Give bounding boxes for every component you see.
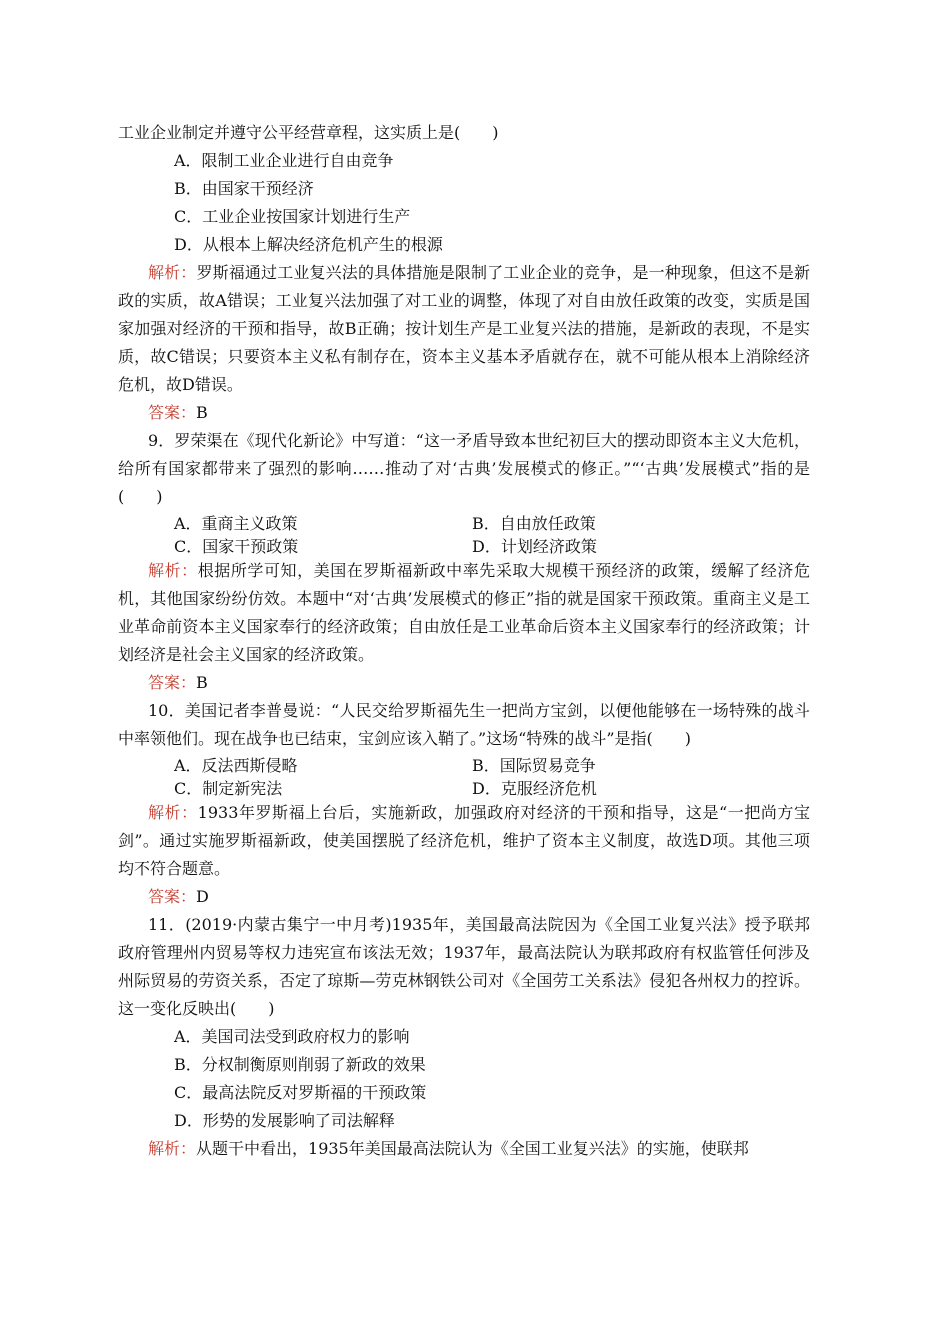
q10-option-d: D．克服经济危机	[472, 779, 597, 798]
q10-option-c: C．制定新宪法	[174, 779, 283, 798]
q10-stem: 10．美国记者李普曼说：“人民交给罗斯福先生一把尚方宝剑，以便他能够在一场特殊的战斗中率领他们。现在战争也已结束，宝剑应该入鞘了。”这场“特殊的战斗”是指( )	[118, 701, 810, 748]
q8-option-a: A．限制工业企业进行自由竞争	[174, 151, 394, 170]
q9-answer-value: B	[196, 673, 208, 692]
answer-label: 答案：	[148, 403, 197, 422]
q9-option-b: B．自由放任政策	[472, 514, 596, 533]
document-body	[118, 119, 810, 1163]
q10-analysis	[118, 799, 810, 883]
q9-option-d: D．计划经济政策	[472, 537, 597, 556]
q9-options-row-2	[118, 534, 810, 557]
analysis-label: 解析：	[148, 561, 198, 580]
q10-answer	[118, 883, 810, 911]
q9-option-a: A．重商主义政策	[174, 514, 298, 533]
q9-answer	[118, 669, 810, 697]
q11-option-c: C．最高法院反对罗斯福的干预政策	[174, 1083, 427, 1102]
q10-option-a: A．反法西斯侵略	[174, 756, 298, 775]
analysis-label: 解析：	[148, 263, 197, 282]
q9-analysis-text: 根据所学可知，美国在罗斯福新政中率先采取大规模干预经济的政策，缓解了经济危机，其他国家纷纷仿效。本题中“对‘古典’发展模式的修正”指的就是国家干预政策。重商主义是工业革命前资本主义国家奉行的经济政策；自由放任是工业革命后资本主义国家奉行的经济政策；计划经济是社会主义国家的经济政策。	[118, 561, 810, 664]
q10-option-b: B．国际贸易竞争	[472, 756, 596, 775]
q8-option-d: D．从根本上解决经济危机产生的根源	[174, 235, 443, 254]
analysis-label: 解析：	[148, 803, 198, 822]
q9-options-row-1	[118, 511, 810, 534]
q9-analysis	[118, 557, 810, 669]
q11-stem: 11．(2019·内蒙古集宁一中月考)1935年，美国最高法院因为《全国工业复兴法》授予联邦政府管理州内贸易等权力违宪宣布该法无效；1937年，最高法院认为联邦政府有权监管任何涉及州际贸易的劳资关系，否定了琼斯—劳克林钢铁公司对《全国劳工关系法》侵犯各州权力的控诉。这一变化反映出( )	[118, 915, 810, 1018]
q11-analysis	[118, 1135, 810, 1163]
answer-label: 答案：	[148, 673, 197, 692]
q11-option-d: D．形势的发展影响了司法解释	[174, 1111, 395, 1130]
q8-analysis-text: 罗斯福通过工业复兴法的具体措施是限制了工业企业的竞争，是一种现象，但这不是新政的实质，故A错误；工业复兴法加强了对工业的调整，体现了对自由放任政策的改变，实质是国家加强对经济的干预和指导，故B正确；按计划生产是工业复兴法的措施，是新政的表现，不是实质，故C错误；只要资本主义私有制存在，资本主义基本矛盾就存在，就不可能从根本上消除经济危机，故D错误。	[118, 263, 810, 394]
q10-options-row-2	[118, 776, 810, 799]
q8-option-c: C．工业企业按国家计划进行生产	[174, 207, 411, 226]
q10-options-row-1	[118, 753, 810, 776]
q10-analysis-text: 1933年罗斯福上台后，实施新政，加强政府对经济的干预和指导，这是“一把尚方宝剑”。通过实施罗斯福新政，使美国摆脱了经济危机，维护了资本主义制度，故选D项。其他三项均不符合题意。	[118, 803, 810, 878]
q8-answer	[118, 399, 810, 427]
q8-analysis	[118, 259, 810, 399]
q9-stem: 9．罗荣渠在《现代化新论》中写道：“这一矛盾导致本世纪初巨大的摆动即资本主义大危机，给所有国家都带来了强烈的影响……推动了对‘古典’发展模式的修正。”“‘古典’发展模式”指的是( )	[118, 431, 810, 506]
q9-option-c: C．国家干预政策	[174, 537, 299, 556]
analysis-label: 解析：	[148, 1139, 197, 1158]
q11-option-a: A．美国司法受到政府权力的影响	[174, 1027, 410, 1046]
q11-analysis-text: 从题干中看出，1935年美国最高法院认为《全国工业复兴法》的实施，使联邦	[196, 1139, 749, 1158]
q10-answer-value: D	[196, 887, 209, 906]
q8-option-b: B．由国家干预经济	[174, 179, 314, 198]
answer-label: 答案：	[148, 887, 197, 906]
q8-stem-tail: 工业企业制定并遵守公平经营章程，这实质上是( )	[118, 123, 499, 142]
q8-answer-value: B	[196, 403, 208, 422]
q11-option-b: B．分权制衡原则削弱了新政的效果	[174, 1055, 426, 1074]
